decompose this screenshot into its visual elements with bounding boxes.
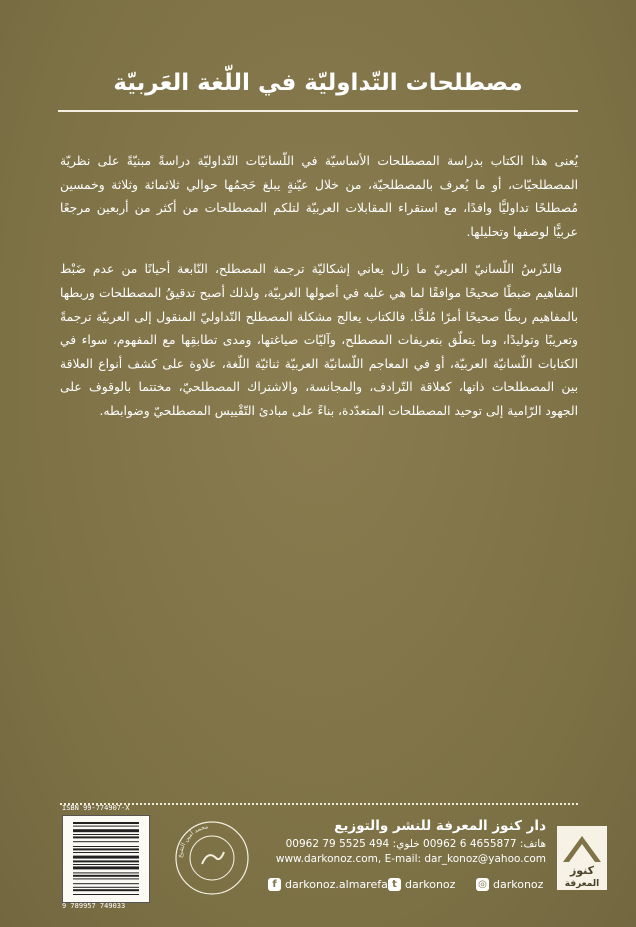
svg-text:محمد أمين الشيخ	[177, 823, 209, 858]
seal-ring-text: محمد أمين الشيخ	[176, 823, 209, 859]
publisher-phones: هاتف: 4655877 6 00962 خلوي: 494 5525 79 00962	[285, 838, 546, 850]
barcode-bar	[73, 866, 139, 869]
barcode-bar	[73, 872, 139, 873]
facebook-link[interactable]	[268, 878, 388, 891]
barcode-bar	[73, 878, 139, 879]
isbn-label: ISBN 99-774907-X	[62, 804, 130, 812]
barcode-bar	[73, 856, 139, 859]
instagram-link[interactable]	[476, 878, 543, 891]
barcode-bar	[73, 841, 139, 842]
barcode-bar	[73, 822, 139, 824]
barcode-bar	[73, 864, 139, 865]
isbn-barcode	[62, 815, 150, 903]
book-title: مصطلحات التّداوليّة في اللّغة العَربيّة	[113, 70, 523, 96]
paragraph-1: يُعنى هذا الكتاب بدراسة المصطلحات الأساسيّة في اللّسانيّات التّداوليّة دراسةً مبنيّةً على نظريّة المصطلحيّات، أو ما يُعرف بالمصطلحيّة، من خلال عيّنةٍ يبلغ حَجمُها حوالي ثلاثمائة وثلاثة وخمسين مُصطلحًا تداوليًّا وافدًا، مع استقراء المقابلات العربيّة لتلكم المصطلحات من أكثر من أربعين مرجعًا عربيًّا لوصفها وتحليلها.	[60, 154, 578, 239]
barcode-bar	[73, 836, 139, 838]
barcode-digits: 9 789957 749033	[62, 902, 126, 910]
barcode-bar	[73, 846, 139, 847]
facebook-handle: darkonoz.almarefa	[285, 878, 388, 891]
twitter-icon: t	[388, 878, 401, 891]
barcode-bar	[73, 889, 139, 891]
twitter-link[interactable]	[388, 878, 455, 891]
publisher-name: دار كنوز المعرفة للنشر والتوزيع	[334, 818, 546, 834]
twitter-handle: darkonoz	[405, 878, 456, 891]
barcode-bar	[73, 875, 139, 877]
publisher-seal-icon	[172, 818, 252, 898]
barcode-bar	[73, 894, 139, 895]
description-body	[60, 150, 578, 438]
instagram-icon: ◎	[476, 878, 489, 891]
barcode-bar	[73, 887, 139, 888]
barcode-bar	[73, 829, 139, 832]
publisher-web-email: www.darkonoz.com, E-mail: dar_konoz@yahoo.com	[275, 853, 546, 865]
title-underline	[58, 110, 578, 112]
publisher-logo-icon	[557, 826, 607, 890]
instagram-handle: darkonoz	[493, 878, 544, 891]
barcode-bar	[73, 883, 139, 884]
barcode-bar	[73, 826, 139, 827]
paragraph-2: فالدّرسُ اللّسانيّ العربيّ ما زال يعاني إشكاليّة ترجمة المصطلح، النّابعة أحيانًا من عدم ضَبْط المفاهيم ضبطًا صحيحًا موافقًا لما هي عليه في أصولها الغربيّة، ولذلك أصبح تدقيقُ المصطلحات وربطها بالمفاهيم ربطًا صحيحًا أمرًا مُلحًّا. فالكتاب يعالج مشكلة المصطلح التّداوليّ المنقول إلى العربيّة ترجمةً وتعريبًا وتوليدًا، وما يتعلّق بتعريفات المصطلح، وآليّات صياغتها، ومدى تطابقِها مع المفهوم، سواء في الكتابات اللّسانيّة العربيّة، أو في المعاجم اللّسانيّة العربيّة ثنائيّة اللّغة، علاوة على كشف أنواع العلاقة بين المصطلحات ذاتها، كعلاقة التّرادف، والمجانسة، والاشتراك المصطلحيّ، مختتما بالوقوف على الجهود الرّامية إلى توحيد المصطلحات المتعدّدة، بناءً على مبادئ التّقْييس المصطلحيّ وضوابطه.	[60, 262, 578, 418]
barcode-bar	[73, 860, 139, 862]
social-links	[262, 878, 546, 896]
barcode-bar	[73, 848, 139, 850]
logo-word-bottom: المعرفة	[564, 879, 600, 889]
barcode-bar	[73, 852, 139, 853]
logo-word-top: كنوز	[569, 864, 595, 877]
facebook-icon: f	[268, 878, 281, 891]
barcode-icon	[63, 816, 149, 902]
publisher-info	[262, 818, 546, 865]
barcode-bar	[73, 834, 139, 835]
